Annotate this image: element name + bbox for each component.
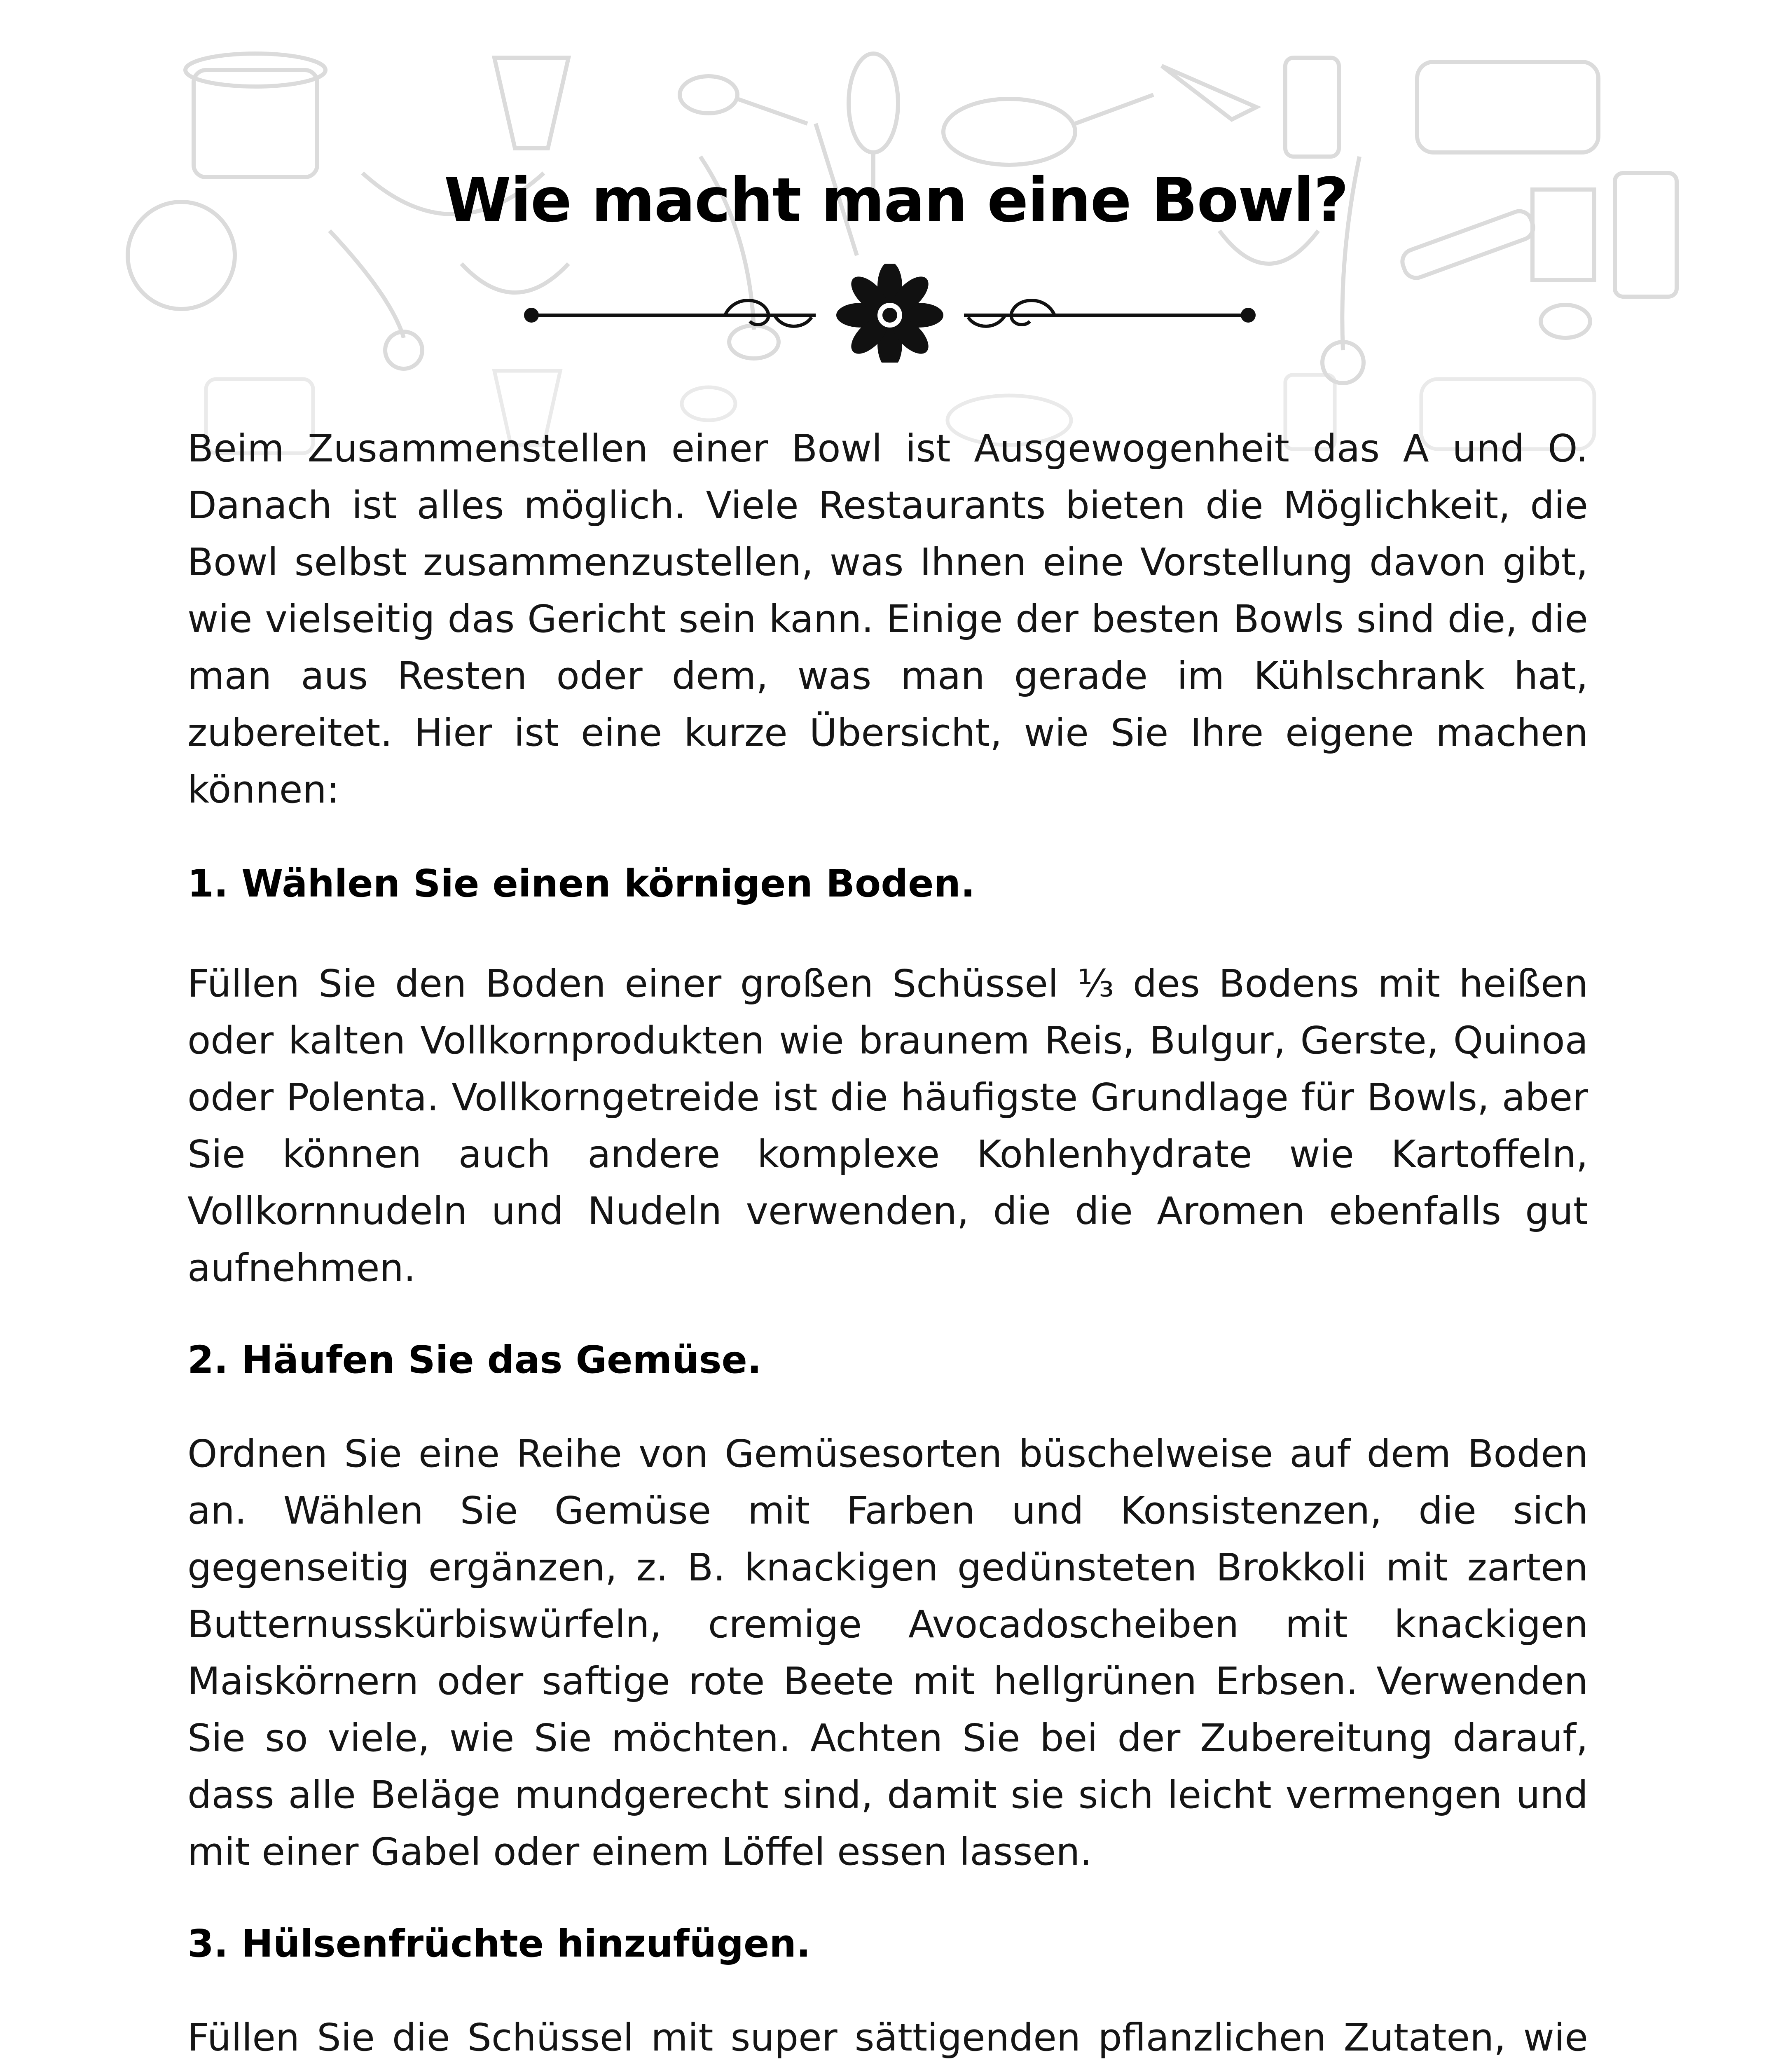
section-paragraph: Füllen Sie die Schüssel mit super sättigenden pflanzlichen Zutaten, wie [187,2016,1588,2060]
section-paragraph: Füllen Sie den Boden einer großen Schüssel ⅓ des Bodens mit heißen oder kalten Vollkornprodukten wie braunem Reis, Bulgur, Gerste, Quinoa oder Polenta. Vollkorngetreide ist die häufigste Grundlage für Bowls, aber Sie können auch andere komplexe Kohlenhydrate wie Kartoffeln, Vollkornnudeln und Nudeln verwenden, die die Aromen ebenfalls gut aufnehmen. [187,962,1588,1290]
section-heading: 3. Hülsenfrüchte hinzufügen. [187,1922,811,1966]
article-body [187,420,1588,2060]
intro-paragraph: Beim Zusammenstellen einer Bowl ist Ausgewogenheit das A und O. Danach ist alles möglich. Viele Restaurants bieten die Möglichkeit, die Bowl selbst zusammenzustellen, was Ihnen eine Vorstellung davon gibt, wie vielseitig das Gericht sein kann. Einige der besten Bowls sind die, die man aus Resten oder dem, was man gerade im Kühlschrank hat, zubereitet. Hier ist eine kurze Übersicht, wie Sie Ihre eigene machen können: [187,426,1588,812]
section-heading: 1. Wählen Sie einen körnigen Boden. [187,861,975,906]
page-title: Wie macht man eine Bowl? [444,165,1348,236]
section-heading: 2. Häufen Sie das Gemüse. [187,1338,762,1382]
flourish-divider-icon [519,264,1261,363]
flourish-divider-icon [519,264,1261,363]
section-paragraph: Ordnen Sie eine Reihe von Gemüsesorten büschelweise auf dem Boden an. Wählen Sie Gemüse mit Farben und Konsistenzen, die sich gegenseitig ergänzen, z. B. knackigen gedünsteten Brokkoli mit zarten Butternusskürbiswürfeln, cremige Avocadoscheiben mit knackigen Maiskörnern oder saftige rote Beete mit hellgrünen Erbsen. Verwenden Sie so viele, wie Sie möchten. Achten Sie bei der Zubereitung darauf, dass alle Beläge mundgerecht sind, damit sie sich leicht vermengen und mit einer Gabel oder einem Löffel essen lassen. [187,1432,1588,1874]
